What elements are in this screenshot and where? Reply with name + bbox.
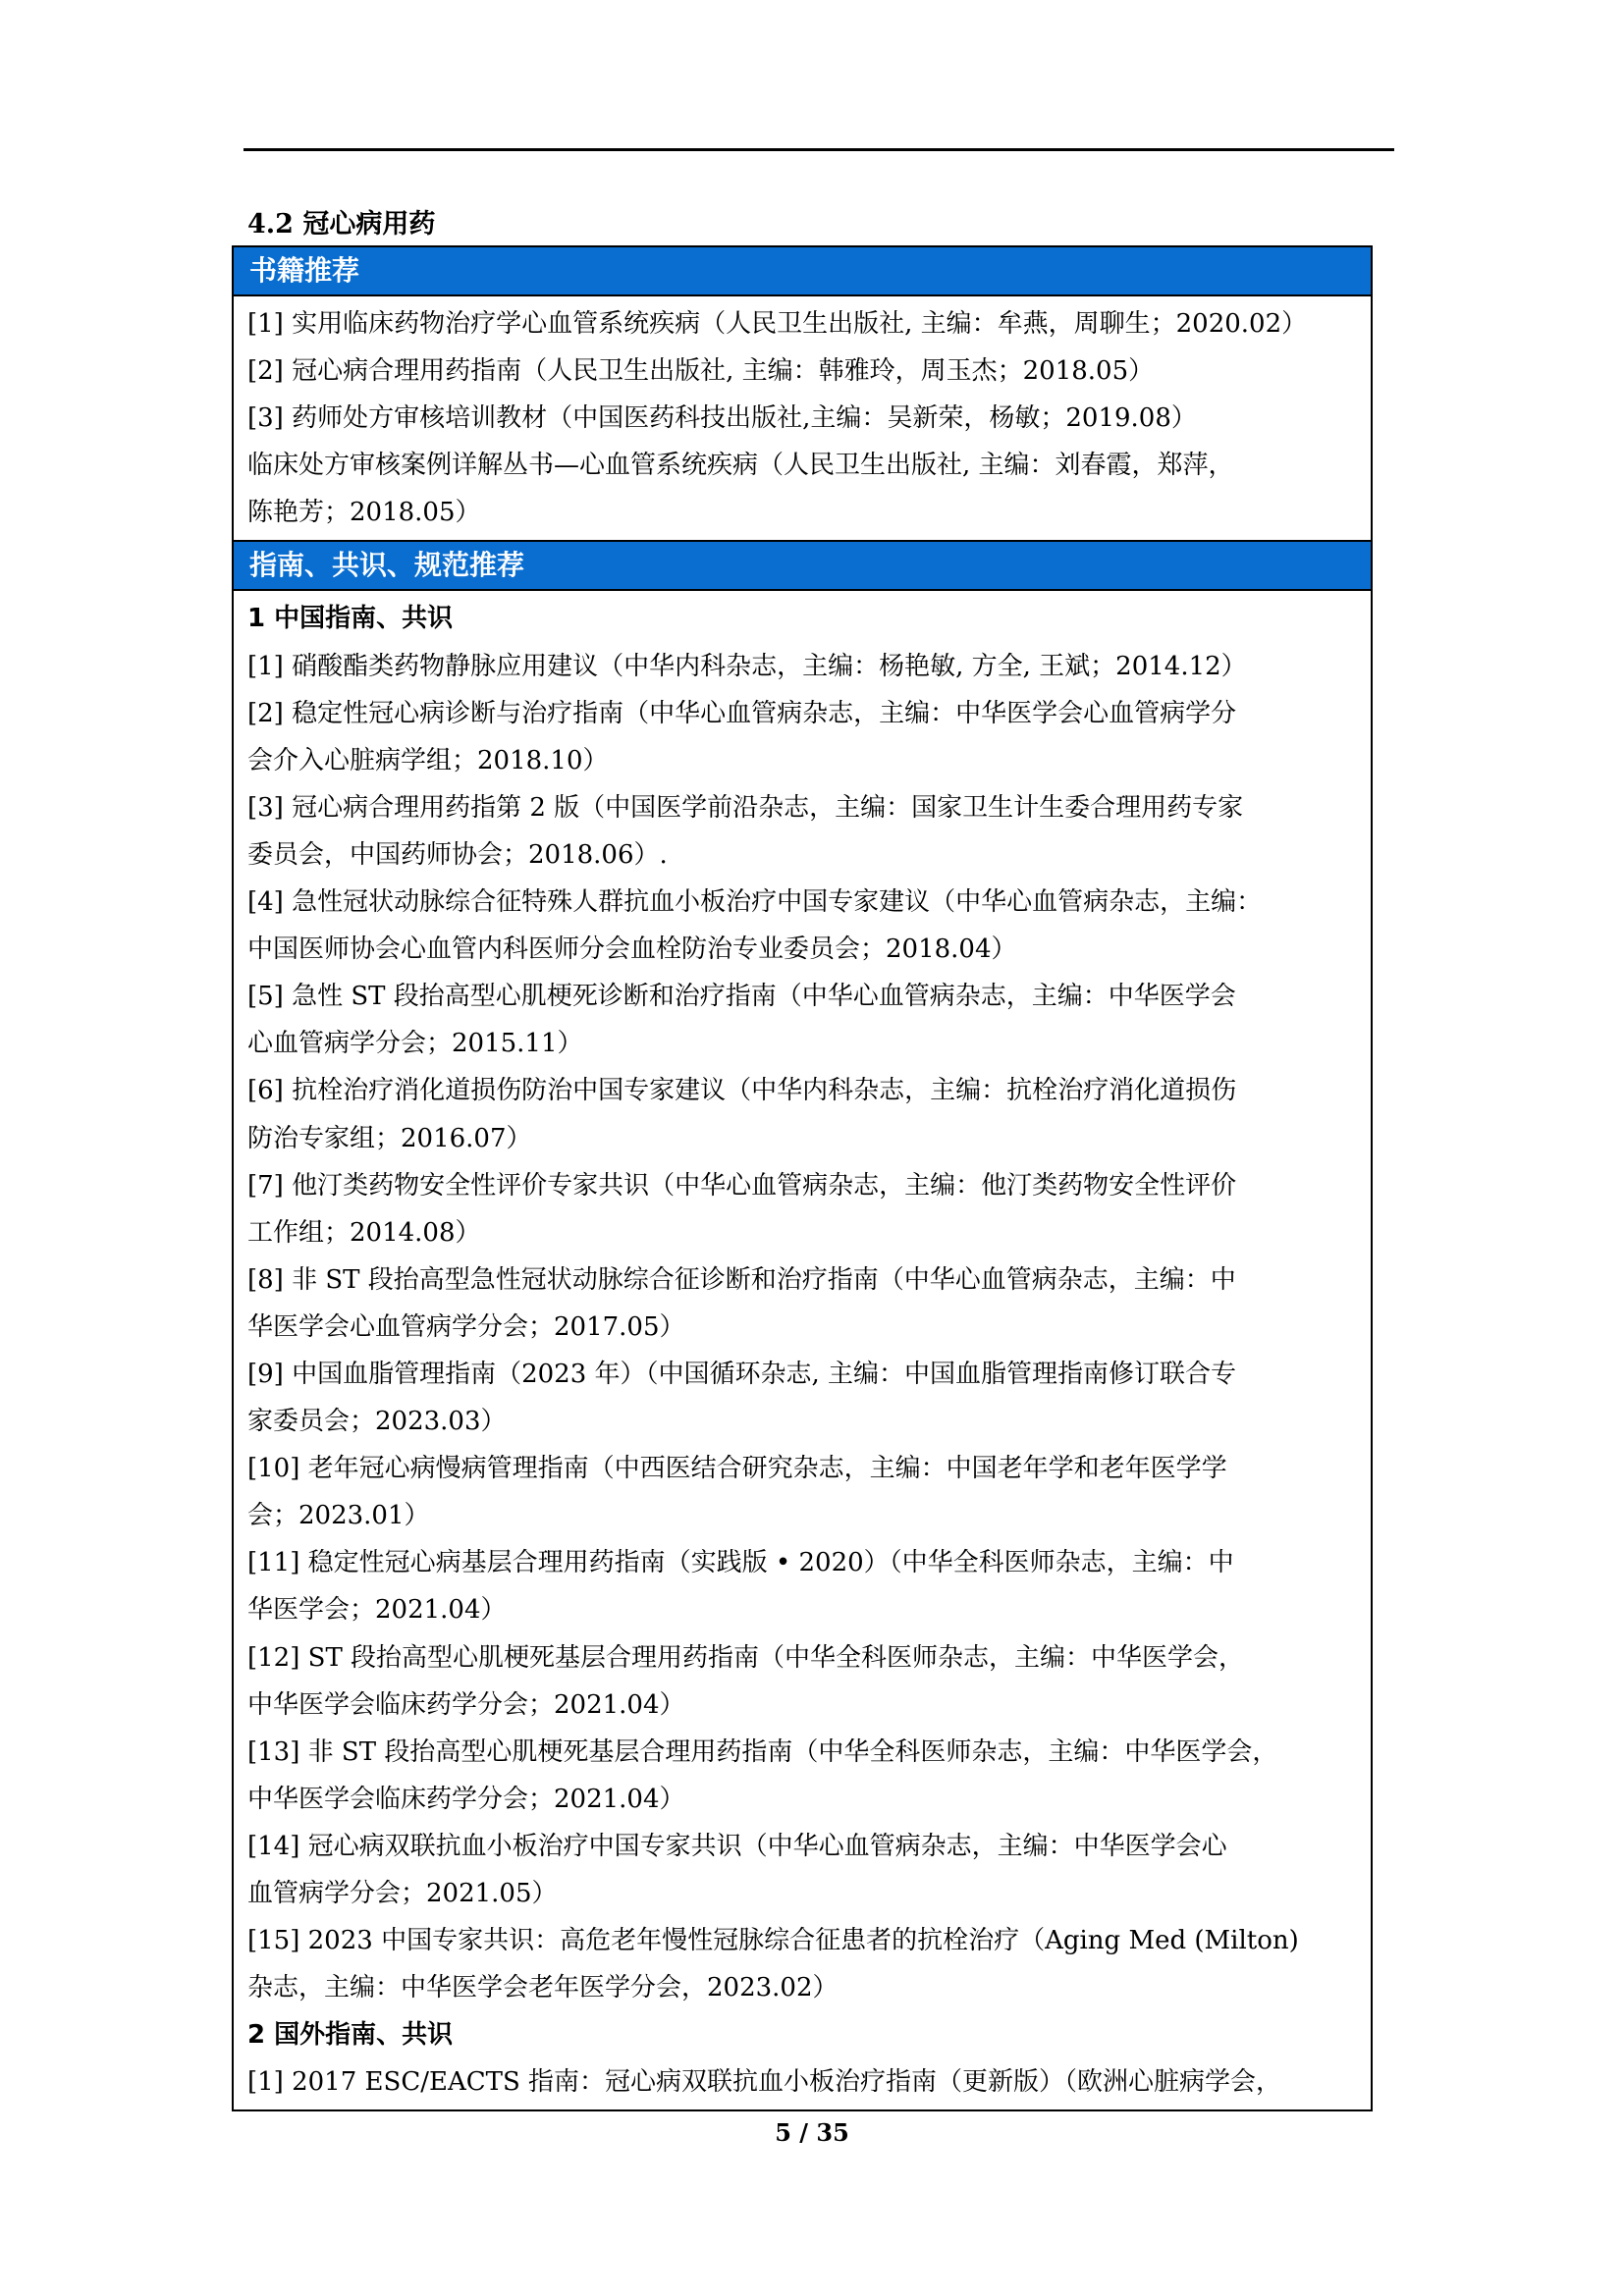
- guideline-entry-line: 工作组；2014.08）: [247, 1217, 481, 1248]
- guideline-entry-line: 中华医学会临床药学分会；2021.04）: [247, 1689, 685, 1720]
- guideline-entry-line: 华医学会；2021.04）: [247, 1595, 507, 1626]
- books-body: [234, 294, 1371, 540]
- guideline-entry-line: [12] ST 段抬高型心肌梗死基层合理用药指南（中华全科医师杂志，主编：中华医学会，: [247, 1642, 1245, 1673]
- section-title: 4.2 冠心病用药: [247, 209, 436, 240]
- guideline-entry-line: [11] 稳定性冠心病基层合理用药指南（实践版 • 2020）（中华全科医师杂志，主编：中: [247, 1548, 1234, 1578]
- guidelines-header: 指南、共识、规范推荐: [234, 540, 1371, 589]
- guideline-entry-line: [13] 非 ST 段抬高型心肌梗死基层合理用药指南（中华全科医师杂志，主编：中华医学会，: [247, 1736, 1278, 1767]
- guideline-entry-line: 防治专家组；2016.07）: [247, 1123, 532, 1153]
- guideline-entry-line: 心血管病学分会；2015.11）: [247, 1029, 583, 1059]
- guideline-entry-line: [5] 急性 ST 段抬高型心肌梗死诊断和治疗指南（中华心血管病杂志，主编：中华医学会: [247, 982, 1236, 1012]
- guideline-entry-line: [10] 老年冠心病慢病管理指南（中西医结合研究杂志，主编：中国老年学和老年医学学: [247, 1454, 1227, 1484]
- domestic-subheading: 1 中国指南、共识: [247, 604, 454, 634]
- guideline-entry-line: [3] 冠心病合理用药指第 2 版（中国医学前沿杂志，主编：国家卫生计生委合理用药专家: [247, 792, 1244, 823]
- guideline-entry-line: 中国医师协会心血管内科医师分会血栓防治专业委员会；2018.04）: [247, 934, 1017, 965]
- book-entry-line: 陈艳芳；2018.05）: [247, 498, 481, 528]
- recommendation-table: [232, 245, 1373, 2111]
- book-entry-line: 临床处方审核案例详解丛书—心血管系统疾病（人民卫生出版社, 主编：刘春霞，郑萍，: [247, 451, 1234, 481]
- guideline-entry-line: [2] 稳定性冠心病诊断与治疗指南（中华心血管病杂志，主编：中华医学会心血管病学分: [247, 698, 1237, 728]
- book-entry-line: [3] 药师处方审核培训教材（中国医药科技出版社,主编：吴新荣，杨敏；2019.08）: [247, 403, 1197, 434]
- guideline-entry-line: 家委员会；2023.03）: [247, 1407, 507, 1437]
- guideline-entry-line: [7] 他汀类药物安全性评价专家共识（中华心血管病杂志，主编：他汀类药物安全性评价: [247, 1170, 1237, 1201]
- guideline-entry-line: 华医学会心血管病学分会；2017.05）: [247, 1311, 685, 1342]
- guideline-entry-line: [9] 中国血脂管理指南（2023 年）（中国循环杂志, 主编：中国血脂管理指南修订联合专: [247, 1359, 1237, 1389]
- header-rule: [244, 148, 1394, 151]
- guideline-entry-line: [1] 2017 ESC/EACTS 指南：冠心病双联抗血小板治疗指南（更新版）（欧洲心脏病学会，: [247, 2067, 1282, 2098]
- guideline-entry-line: 杂志，主编：中华医学会老年医学分会，2023.02）: [247, 1973, 839, 2003]
- guideline-entry-line: [8] 非 ST 段抬高型急性冠状动脉综合征诊断和治疗指南（中华心血管病杂志，主编：中: [247, 1264, 1236, 1295]
- guidelines-body: [234, 589, 1371, 2109]
- foreign-subheading: 2 国外指南、共识: [247, 2020, 454, 2051]
- guideline-entry-line: 血管病学分会；2021.05）: [247, 1879, 558, 1908]
- guideline-entry-line: [1] 硝酸酯类药物静脉应用建议（中华内科杂志，主编：杨艳敏, 方全, 王斌；2014.12）: [247, 651, 1247, 681]
- page-number: 5 / 35: [775, 2118, 849, 2147]
- foreign-guideline-list: [247, 2058, 1359, 2106]
- guideline-entry-line: [6] 抗栓治疗消化道损伤防治中国专家建议（中华内科杂志，主编：抗栓治疗消化道损伤: [247, 1076, 1237, 1106]
- guideline-entry-line: [15] 2023 中国专家共识：高危老年慢性冠脉综合征患者的抗栓治疗（Aging Med (Milton): [247, 1926, 1299, 1956]
- guideline-entry-line: [4] 急性冠状动脉综合征特殊人群抗血小板治疗中国专家建议（中华心血管病杂志，主编：: [247, 887, 1263, 918]
- book-entry-line: [1] 实用临床药物治疗学心血管系统疾病（人民卫生出版社, 主编：牟燕，周聊生；2020.02）: [247, 309, 1308, 339]
- guideline-entry-line: 会；2023.01）: [247, 1501, 430, 1531]
- guideline-entry-line: 委员会，中国药师协会；2018.06）.: [247, 839, 668, 870]
- guideline-entry-line: 中华医学会临床药学分会；2021.04）: [247, 1784, 685, 1814]
- books-header: 书籍推荐: [234, 247, 1371, 294]
- book-entry-line: [2] 冠心病合理用药指南（人民卫生出版社, 主编：韩雅玲，周玉杰；2018.05）: [247, 356, 1155, 387]
- domestic-guideline-list: [247, 643, 1359, 2012]
- guideline-entry-line: 会介入心脏病学组；2018.10）: [247, 745, 609, 775]
- guideline-entry-line: [14] 冠心病双联抗血小板治疗中国专家共识（中华心血管病杂志，主编：中华医学会心: [247, 1831, 1227, 1861]
